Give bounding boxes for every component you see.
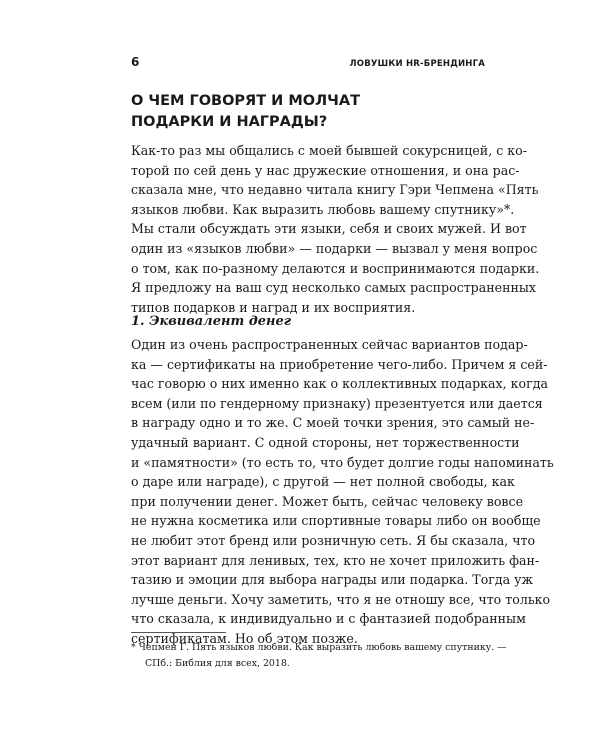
text-line: всем (или по гендерному признаку) презентуется или дается <box>131 395 543 411</box>
intro-paragraph <box>131 141 540 317</box>
section-paragraph <box>131 335 554 649</box>
chapter-heading <box>131 91 491 133</box>
text-line: тазию и эмоции для выбора награды или подарка. Тогда уж <box>131 572 534 588</box>
footnote-divider <box>131 632 226 633</box>
text-line: в награду одно и то же. С моей точки зрения, это самый не- <box>131 415 535 431</box>
text-line: что сказала, к индивидуально и с фантазией подобранным <box>131 611 526 627</box>
text-line: один из «языков любви» — подарки — вызвал у меня вопрос <box>131 240 538 256</box>
page-number: 6 <box>131 55 140 69</box>
text-line: типов подарков и наград и их восприятия. <box>131 299 416 315</box>
text-line: и «памятности» (то есть то, что будет долгие годы напоминать <box>131 454 554 470</box>
text-line: сказала мне, что недавно читала книгу Гэри Чепмена «Пять <box>131 182 539 198</box>
text-line: сертификатам. Но об этом позже. <box>131 630 358 646</box>
text-line: не любит этот бренд или розничную сеть. Я бы сказала, что <box>131 532 536 548</box>
text-line: Один из очень распространенных сейчас вариантов подар- <box>131 337 528 352</box>
text-line: ка — сертификаты на приобретение чего-либо. Причем я сей- <box>131 356 548 372</box>
text-line: языков любви. Как выразить любовь вашему спутнику»*. <box>131 201 515 217</box>
text-line: Как-то раз мы общались с моей бывшей сокурсницей, с ко- <box>131 143 527 158</box>
text-line: не нужна косметика или спортивные товары либо он вообще <box>131 513 541 529</box>
text-line: Я предложу на ваш суд несколько самых распространенных <box>131 280 537 296</box>
text-line: час говорю о них именно как о коллективных подарках, когда <box>131 376 548 392</box>
text-line: этот вариант для ленивых, тех, кто не хочет приложить фан- <box>131 552 540 568</box>
text-line: торой по сей день у нас дружеские отношения, и она рас- <box>131 162 520 178</box>
footnote <box>131 640 507 672</box>
heading-line: О ЧЕМ ГОВОРЯТ И МОЛЧАТ <box>131 93 360 109</box>
text-line: о том, как по-разному делаются и воспринимаются подарки. <box>131 260 540 276</box>
running-title: ЛОВУШКИ HR-БРЕНДИНГА <box>349 59 485 69</box>
text-line: при получении денег. Может быть, сейчас человеку вовсе <box>131 493 524 509</box>
footnote-line: * Чепмен Г. Пять языков любви. Как выразить любовь вашему спутнику. — <box>131 642 507 653</box>
text-line: удачный вариант. С одной стороны, нет торжественности <box>131 434 520 450</box>
footnote-line: СПб.: Библия для всех, 2018. <box>145 658 290 669</box>
text-line: о даре или награде), с другой — нет полной свободы, как <box>131 474 515 490</box>
heading-line: ПОДАРКИ И НАГРАДЫ? <box>131 114 328 130</box>
section-heading: 1. Эквивалент денег <box>131 314 292 329</box>
page-header <box>131 55 485 69</box>
text-line: Мы стали обсуждать эти языки, себя и своих мужей. И вот <box>131 221 527 237</box>
text-line: лучше деньги. Хочу заметить, что я не отношу все, что только <box>131 591 551 607</box>
